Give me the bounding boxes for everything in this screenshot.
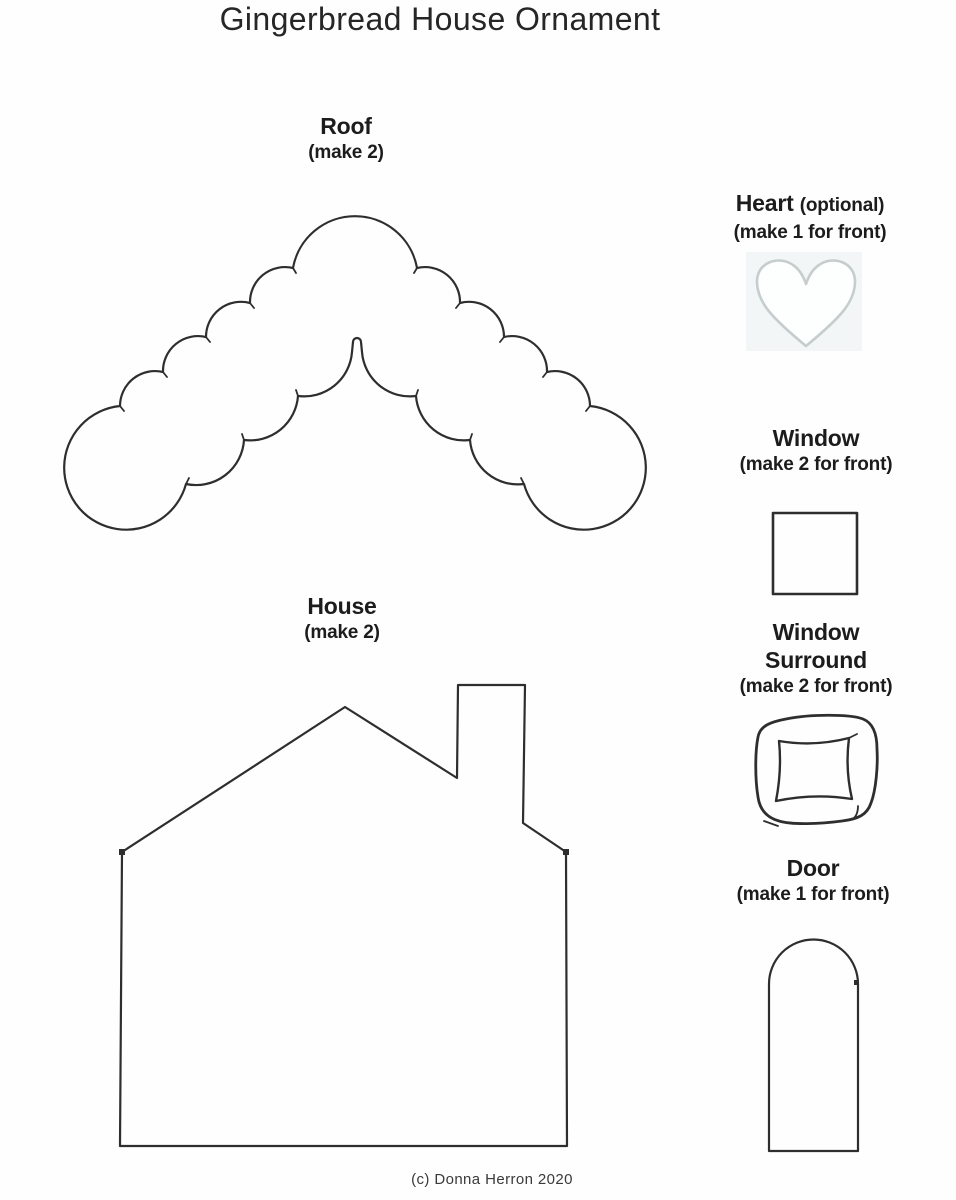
window-label: Window xyxy=(772,425,860,451)
door-shape xyxy=(769,940,858,1152)
window-note: (make 2 for front) xyxy=(739,454,893,475)
door-arc-marker-dot xyxy=(854,980,859,985)
window-surround-label-line1: Window xyxy=(772,619,860,645)
heart-label: Heart xyxy=(735,190,794,216)
heart-qualifier: (optional) xyxy=(799,195,885,216)
heart-label-block xyxy=(734,189,887,246)
roof-label-block xyxy=(308,112,384,166)
window-surround-outer xyxy=(756,715,878,823)
roof-note: (make 2) xyxy=(308,142,384,163)
house-label: House xyxy=(307,593,377,619)
roof-shape xyxy=(64,216,646,530)
door-label: Door xyxy=(786,855,840,881)
door-note: (make 1 for front) xyxy=(736,884,890,905)
window-surround-label-line2: Surround xyxy=(765,647,867,673)
window-surround-inner xyxy=(776,738,852,801)
house-note: (make 2) xyxy=(304,622,380,643)
window-shape xyxy=(773,513,857,594)
door-label-block xyxy=(737,854,890,908)
heart-note: (make 1 for front) xyxy=(733,222,887,243)
window-surround-note: (make 2 for front) xyxy=(739,676,893,697)
house-eave-marker-left xyxy=(119,849,125,855)
copyright-credit: (c) Donna Herron 2020 xyxy=(411,1171,573,1188)
house-shape xyxy=(120,685,567,1146)
page-title: Gingerbread House Ornament xyxy=(219,1,661,37)
house-label-block xyxy=(304,592,380,646)
window-label-block xyxy=(740,424,893,478)
roof-label: Roof xyxy=(320,113,372,139)
house-eave-marker-right xyxy=(563,849,569,855)
window-surround-label-block xyxy=(740,618,893,700)
